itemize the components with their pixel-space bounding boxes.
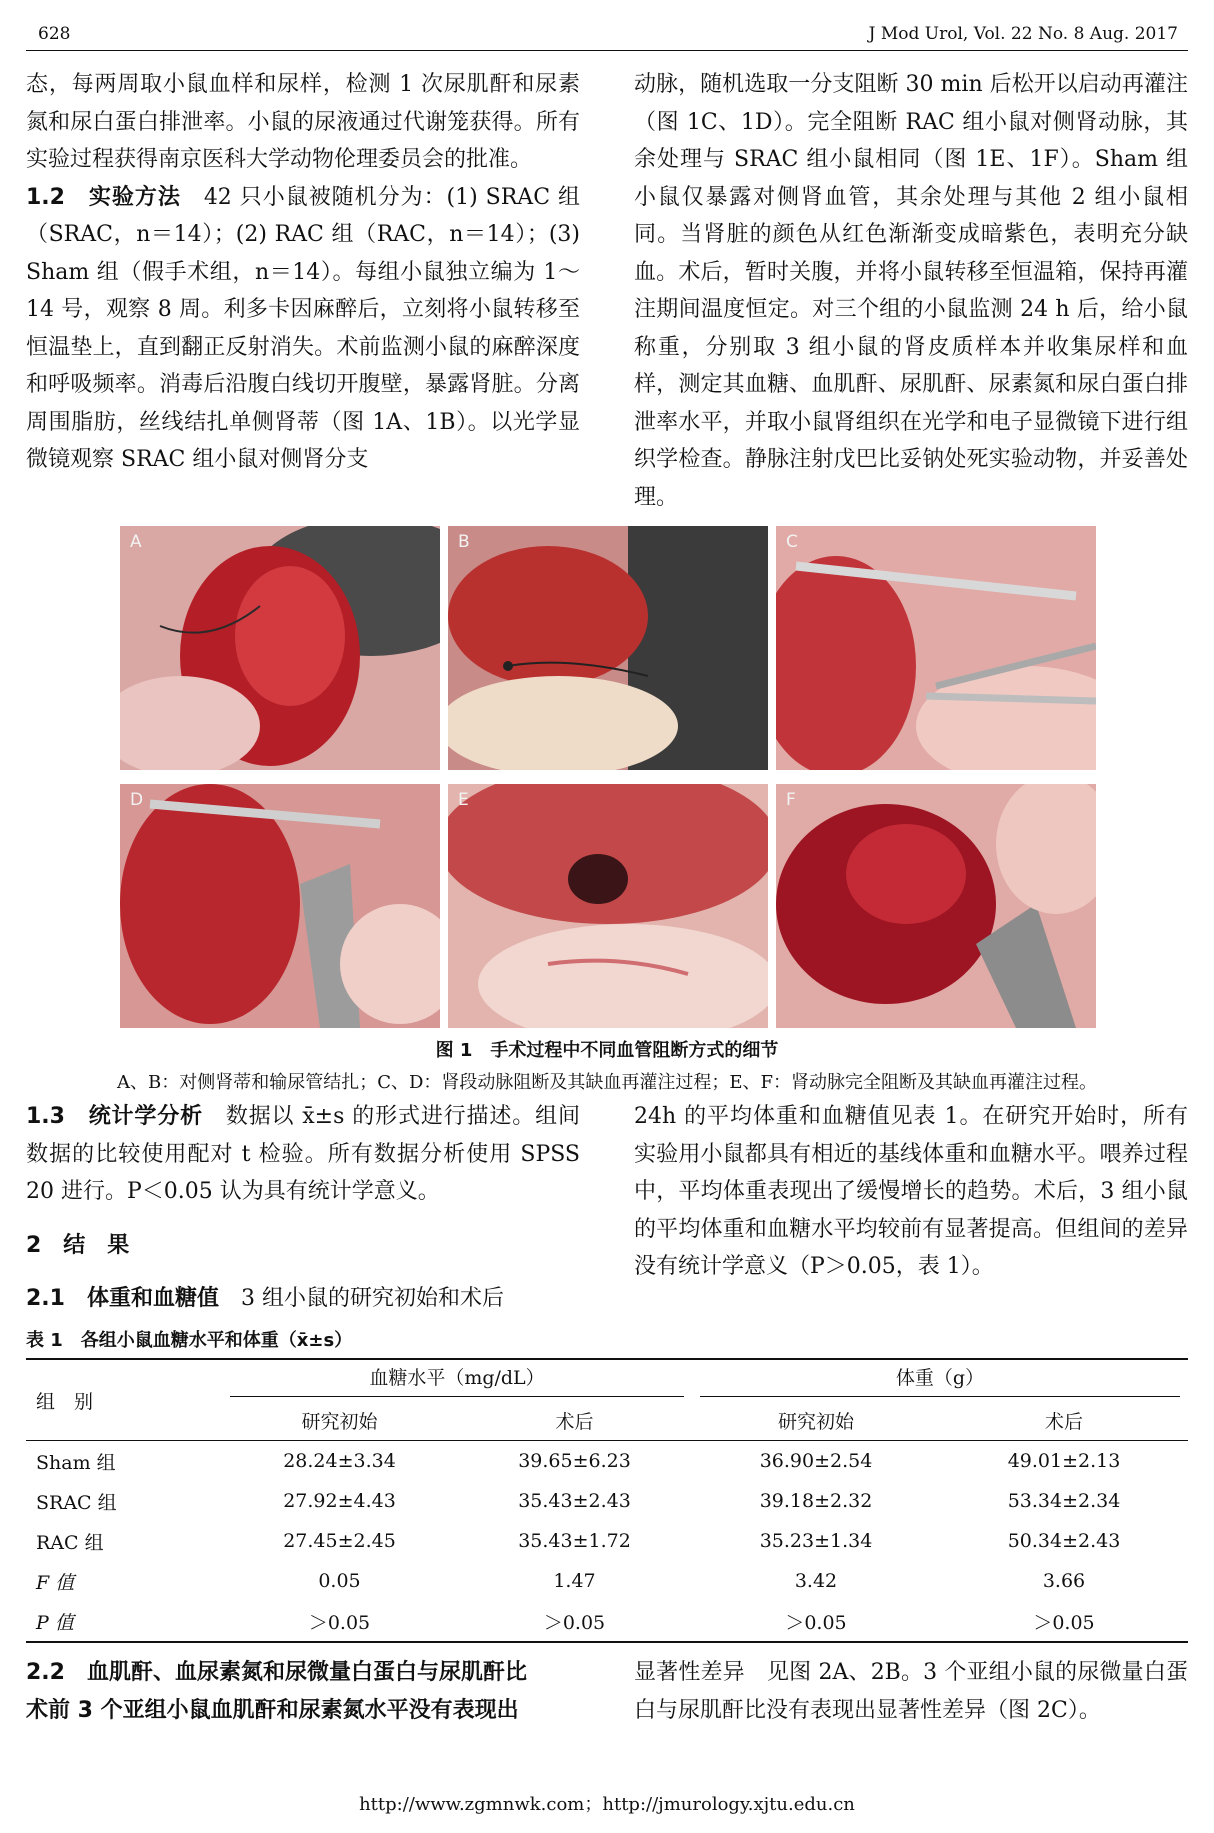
table-cell: ＞0.05	[457, 1601, 692, 1642]
table-cell: 53.34±2.34	[1007, 1490, 1121, 1512]
figure-1	[120, 526, 1096, 1028]
table-cell: 35.43±2.43	[518, 1490, 631, 1512]
figure-note: A、B：对侧肾蒂和输尿管结扎；C、D：肾段动脉阻断及其缺血再灌注过程；E、F：肾动脉完全阻断及其缺血再灌注过程。	[116, 1072, 1098, 1093]
table-cell: 36.90±2.54	[759, 1450, 873, 1472]
section-heading: 2.2 血肌酐、血尿素氮和尿微量白蛋白与尿肌酐比	[26, 1660, 527, 1685]
page-number: 628	[38, 24, 71, 44]
section-heading: 2.1 体重和血糖值	[26, 1286, 219, 1311]
paragraph-text: 42 只小鼠被随机分为：(1) SRAC 组（SRAC，n＝14）；(2) RAC 组（RAC，n＝14）；(3) Sham 组（假手术组，n＝14）。每组小鼠独立编为 1～14 号，观察 8 周。利多卡因麻醉后，立刻将小鼠转移至恒温垫上，直到翻正反射消失。术前监测小鼠的麻醉深度和呼吸频率。消毒后沿腹白线切开腹壁，暴露肾脏。分离周围脂肪，丝线结扎单侧肾蒂（图 1A、1B）。以光学显微镜观察 SRAC 组小鼠对侧肾分支	[26, 184, 580, 472]
panel-label: F	[786, 790, 796, 810]
figure-panel-e	[448, 784, 768, 1028]
table-cell: 1.47	[553, 1570, 596, 1592]
data-table	[26, 1358, 1188, 1643]
table-cell: 50.34±2.43	[1007, 1530, 1121, 1552]
figure-caption: 图 1 手术过程中不同血管阻断方式的细节	[435, 1040, 779, 1061]
paragraph: 24h 的平均体重和血糖值见表 1。在研究开始时，所有实验用小鼠都具有相近的基线体重和血糖水平。喂养过程中，平均体重表现出了缓慢增长的趋势。术后，3 组小鼠的平均体重和血糖水平均较前有显著提高。但组间的差异没有统计学意义（P＞0.05，表 1）。	[634, 1104, 1188, 1279]
footer-urls: http://www.zgmnwk.com；http://jmurology.xjtu.edu.cn	[359, 1794, 855, 1815]
paragraph	[26, 1280, 580, 1318]
table-caption: 表 1 各组小鼠血糖水平和体重（x̄±s）	[26, 1330, 353, 1351]
figure-panel-a	[120, 526, 440, 770]
table-row	[26, 1601, 1188, 1642]
table-cell: 27.45±2.45	[283, 1530, 396, 1552]
table-header-weight: 体重（g）	[692, 1359, 1188, 1400]
left-column-section-2-2	[26, 1654, 580, 1729]
figure-panel-c	[776, 526, 1096, 770]
paragraph: 动脉，随机选取一分支阻断 30 min 后松开以启动再灌注（图 1C、1D）。完全阻断 RAC 组小鼠对侧肾动脉，其余处理与 SRAC 组小鼠相同（图 1E、1F）。Sham 组小鼠仅暴露对侧肾血管，其余处理与其他 2 组小鼠相同。当肾脏的颜色从红色渐渐变成暗紫色，表明充分缺血。术后，暂时关腹，并将小鼠转移至恒温箱，保持再灌注期间温度恒定。对三个组的小鼠监测 24 h 后，给小鼠称重，分别取 3 组小鼠的肾皮质样本并收集尿样和血样，测定其血糖、血肌酐、尿肌酐、尿素氮和尿白蛋白排泄率水平，并取小鼠肾组织在光学和电子显微镜下进行组织学检查。静脉注射戊巴比妥钠处死实验动物，并妥善处理。	[634, 72, 1188, 510]
table-cell: ＞0.05	[692, 1601, 940, 1642]
running-header	[26, 20, 1188, 51]
table-subheader: 术后	[940, 1400, 1188, 1441]
left-column-bottom	[26, 1098, 580, 1318]
table-row	[26, 1521, 1188, 1561]
paragraph: 态，每两周取小鼠血样和尿样，检测 1 次尿肌酐和尿素氮和尿白蛋白排泄率。小鼠的尿液通过代谢笼获得。所有实验过程获得南京医科大学动物伦理委员会的批准。	[26, 72, 580, 172]
paragraph	[26, 1098, 580, 1211]
paragraph	[26, 179, 580, 479]
paragraph: 显著性差异 见图 2A、2B。3 个亚组小鼠的尿微量白蛋白与尿肌酐比没有表现出显著性差异（图 2C）。	[634, 1660, 1188, 1723]
section-heading: 2 结 果	[26, 1232, 130, 1258]
table-cell: 49.01±2.13	[1007, 1450, 1121, 1472]
table-subheader: 研究初始	[222, 1400, 457, 1441]
panel-label: A	[130, 532, 142, 552]
table-subheader: 研究初始	[692, 1400, 940, 1441]
left-column-top	[26, 66, 580, 479]
figure-panel-f	[776, 784, 1096, 1028]
table-subheader: 术后	[457, 1400, 692, 1441]
table-cell: 27.92±4.43	[283, 1490, 396, 1512]
paragraph-text: 3 组小鼠的研究初始和术后	[241, 1286, 504, 1311]
panel-label: D	[130, 790, 144, 810]
paragraph: 术前 3 个亚组小鼠血肌酐和尿素氮水平没有表现出	[26, 1697, 519, 1723]
table-cell: Sham 组	[36, 1451, 116, 1474]
table-cell: 39.65±6.23	[518, 1450, 631, 1472]
table-header-row	[26, 1359, 1188, 1400]
table-cell: RAC 组	[36, 1531, 104, 1554]
table-cell: 3.66	[1042, 1570, 1086, 1592]
table-row	[26, 1481, 1188, 1521]
journal-citation: J Mod Urol, Vol. 22 No. 8 Aug. 2017	[868, 24, 1178, 44]
right-column-top	[634, 66, 1188, 516]
table-cell: 39.18±2.32	[759, 1490, 873, 1512]
table-cell: F 值	[36, 1571, 75, 1594]
paragraph-text: 数据以 x̄±s 的形式进行描述。组间数据的比较使用配对 t 检验。所有数据分析使用 SPSS 20 进行。P＜0.05 认为具有统计学意义。	[26, 1104, 580, 1204]
table-cell: 35.23±1.34	[759, 1530, 873, 1552]
right-column-bottom	[634, 1098, 1188, 1286]
table-cell: 0.05	[318, 1570, 361, 1592]
panel-label: B	[458, 532, 470, 552]
section-heading: 1.2 实验方法	[26, 184, 181, 210]
table-cell: ＞0.05	[222, 1601, 457, 1642]
table-header-glucose: 血糖水平（mg/dL）	[222, 1359, 692, 1400]
table-cell: ＞0.05	[940, 1601, 1188, 1642]
table-cell: 35.43±1.72	[518, 1530, 631, 1552]
table-row	[26, 1561, 1188, 1601]
panel-label: E	[458, 790, 469, 810]
table-cell: 3.42	[794, 1570, 838, 1592]
right-column-section-2-2	[634, 1654, 1188, 1729]
table-cell: 28.24±3.34	[283, 1450, 396, 1472]
table-header-group: 组 别	[26, 1359, 222, 1441]
table-cell: P 值	[26, 1601, 222, 1642]
table-row	[26, 1441, 1188, 1482]
table-cell: SRAC 组	[36, 1491, 117, 1514]
figure-panel-b	[448, 526, 768, 770]
panel-label: C	[786, 532, 798, 552]
section-heading: 1.3 统计学分析	[26, 1104, 203, 1129]
figure-panel-d	[120, 784, 440, 1028]
